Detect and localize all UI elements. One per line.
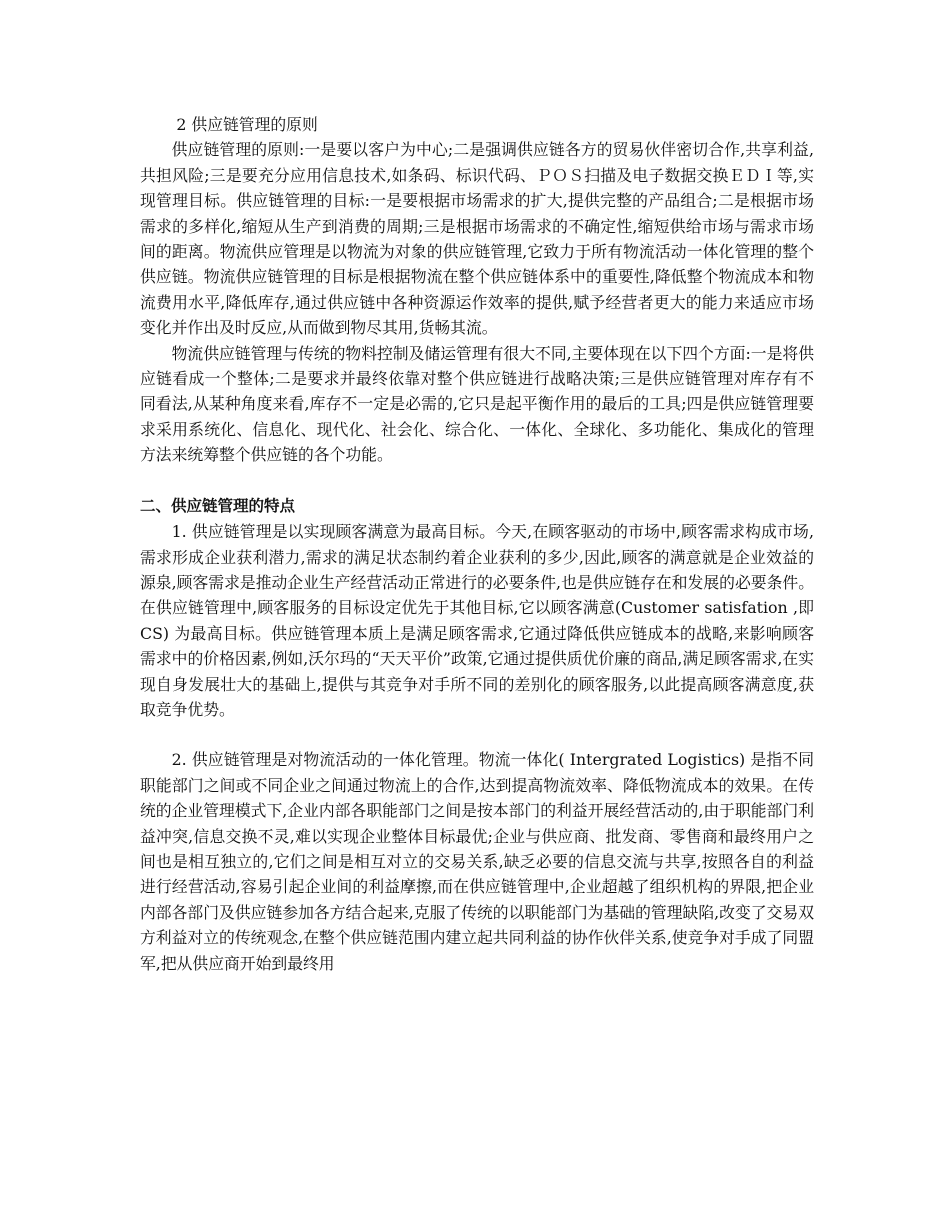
- section-major-title: 二、供应链管理的特点: [140, 496, 296, 515]
- paragraph-differences: 物流供应链管理与传统的物料控制及储运管理有很大不同,主要体现在以下四个方面:一是将供应链看成一个整体;二是要求并最终依靠对整个供应链进行战略决策;三是供应链管理对库存有不同看法,从某种角度来看,库存不一定是必需的,它只是起平衡作用的最后的工具;四是供应链管理要求采用系统化、信息化、现代化、社会化、综合化、一体化、全球化、多功能化、集成化的管理方法来统筹整个供应链的各个功能。: [140, 343, 814, 465]
- paragraph-spacer: [140, 722, 814, 747]
- document-body: [140, 112, 814, 976]
- paragraph-feature-2: 2. 供应链管理是对物流活动的一体化管理。物流一体化( Intergrated Logistics) 是指不同职能部门之间或不同企业之间通过物流上的合作,达到提高物流效率、降低物流成本的效果。在传统的企业管理模式下,企业内部各职能部门之间是按本部门的利益开展经营活动的,由于职能部门利益冲突,信息交换不灵,难以实现企业整体目标最优;企业与供应商、批发商、零售商和最终用户之间也是相互独立的,它们之间是相互对立的交易关系,缺乏必要的信息交流与共享,按照各自的利益进行经营活动,容易引起企业间的利益摩擦,而在供应链管理中,企业超越了组织机构的界限,把企业内部各部门及供应链参加各方结合起来,克服了传统的以职能部门为基础的管理缺陷,改变了交易双方利益对立的传统观念,在整个供应链范围内建立起共同利益的协作伙伴关系,使竞争对手成了同盟军,把从供应商开始到最终用: [140, 750, 814, 973]
- paragraph-principles: 供应链管理的原则:一是要以客户为中心;二是强调供应链各方的贸易伙伴密切合作,共享利益,共担风险;三是要充分应用信息技术,如条码、标识代码、ＰＯＳ扫描及电子数据交换ＥＤＩ等,实现管理目标。供应链管理的目标:一是要根据市场需求的扩大,提供完整的产品组合;二是根据市场需求的多样化,缩短从生产到消费的周期;三是根据市场需求的不确定性,缩短供给市场与需求市场间的距离。物流供应管理是以物流为对象的供应链管理,它致力于所有物流活动一体化管理的整个供应链。物流供应链管理的目标是根据物流在整个供应链体系中的重要性,降低整个物流成本和物流费用水平,降低库存,通过供应链中各种资源运作效率的提供,赋予经营者更大的能力来适应市场变化并作出及时反应,从而做到物尽其用,货畅其流。: [140, 140, 814, 338]
- paragraph-feature-1: 1. 供应链管理是以实现顾客满意为最高目标。今天,在顾客驱动的市场中,顾客需求构成市场,需求形成企业获利潜力,需求的满足状态制约着企业获利的多少,因此,顾客的满意就是企业效益的源泉,顾客需求是推动企业生产经营活动正常进行的必要条件,也是供应链存在和发展的必要条件。在供应链管理中,顾客服务的目标设定优先于其他目标,它以顾客满意(Customer satisfation ,即CS) 为最高目标。供应链管理本质上是满足顾客需求,它通过降低供应链成本的战略,来影响顾客需求中的价格因素,例如,沃尔玛的“天天平价”政策,它通过提供质优价廉的商品,满足顾客需求,在实现自身发展壮大的基础上,提供与其竞争对手所不同的差别化的顾客服务,以此提高顾客满意度,获取竞争优势。: [140, 522, 814, 719]
- section-minor-title: 2 供应链管理的原则: [176, 115, 318, 134]
